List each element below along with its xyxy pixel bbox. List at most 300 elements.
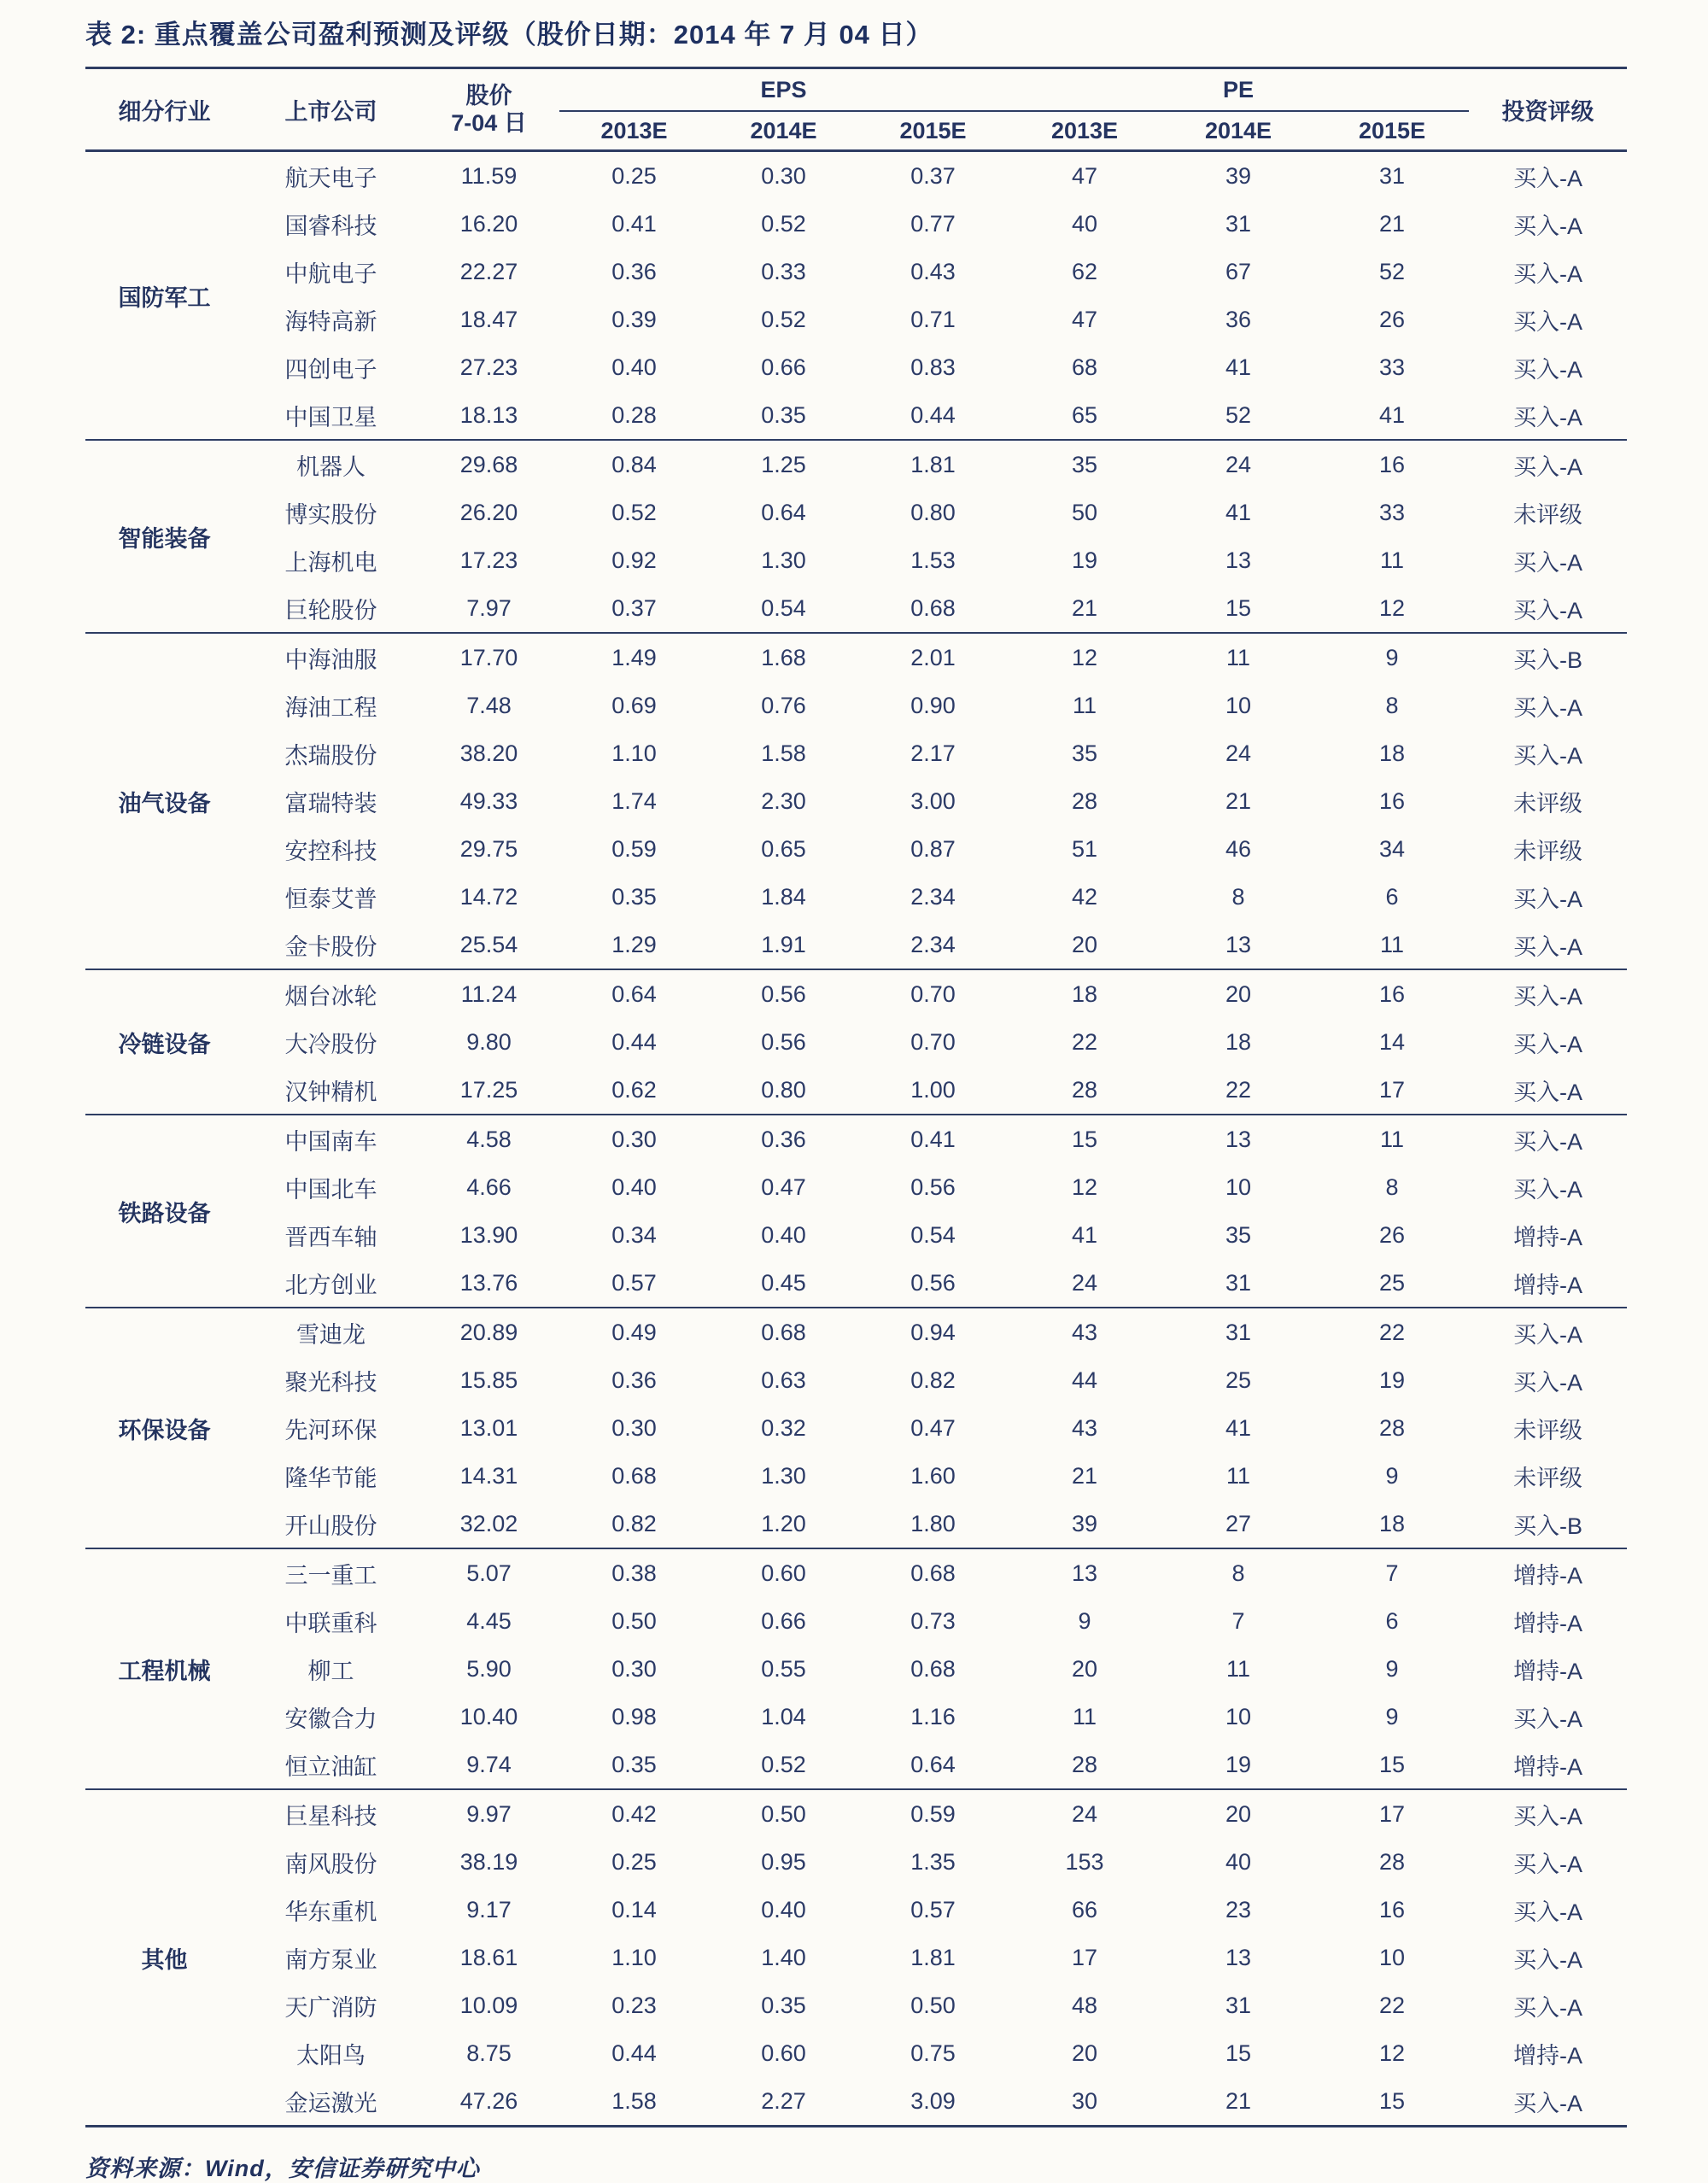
eps-2013e-value: 0.37 [611,594,657,621]
col-header-rating: 投资评级 [1501,98,1594,125]
pe-2015e-value: 17 [1315,1789,1469,1838]
pe-2014e-value: 10 [1225,692,1252,718]
pe-2013e-value: 20 [1072,2040,1098,2066]
rating-value: 买入-A [1513,1899,1583,1925]
pe-2015e-value: 17 [1379,1076,1406,1103]
company-name: 博实股份 [284,501,377,528]
eps-2015e-value: 0.50 [910,1992,956,2018]
rating-value: 增持-A [1513,2042,1583,2069]
eps-2015e-value: 0.56 [910,1173,956,1200]
table-row [85,248,1627,296]
eps-2015e-value: 1.60 [910,1462,956,1489]
rating-value: 买入-A [1469,1308,1627,1356]
subheader-eps-2015e: 2015E [899,117,967,143]
table-header [85,68,1627,151]
company-name: 机器人 [243,440,418,489]
price-label-line1: 股价 [465,83,512,108]
subheader-eps-2014e: 2014E [750,117,817,143]
rating-value: 买入-B [1513,1513,1583,1539]
rating-value: 买入-A [1513,356,1583,383]
pe-2015e-value: 22 [1379,1992,1406,2018]
pe-2014e-value: 18 [1225,1028,1252,1055]
eps-2013e-value: 0.82 [611,1510,657,1536]
pe-2014e-value: 35 [1225,1221,1252,1248]
pe-2013e-value: 20 [1072,931,1098,957]
pe-2014e-value: 22 [1225,1076,1252,1103]
pe-2014e-value: 41 [1225,499,1252,525]
eps-2015e-value: 0.71 [910,306,956,332]
rating-value: 增持-A [1469,1548,1627,1597]
company-name: 先河环保 [284,1417,377,1443]
table-row [85,489,1627,536]
price-value: 9.80 [466,1028,512,1055]
price-value: 9.74 [466,1751,512,1777]
eps-2013e-value: 0.84 [559,440,709,489]
rating-value: 买入-A [1513,1706,1583,1732]
price-value: 14.72 [459,883,518,910]
pe-2015e-value: 33 [1379,354,1406,380]
eps-2015e-value: 0.54 [910,1221,956,1248]
eps-2013e-value: 0.57 [611,1269,657,1296]
pe-2015e-value: 26 [1379,306,1406,332]
eps-2013e-value: 0.50 [611,1607,657,1634]
eps-2015e-value: 0.70 [858,969,1008,1018]
eps-2013e-value: 0.28 [611,401,657,428]
eps-2014e-value: 0.55 [761,1655,806,1682]
subheader-eps-2013e: 2013E [600,117,668,143]
pe-2013e-value: 43 [1072,1414,1098,1441]
rating-value: 买入-A [1513,1994,1583,2021]
price-label-line2: 7-04 日 [451,110,527,136]
eps-2015e-value: 2.34 [910,883,956,910]
eps-2015e-value: 0.94 [858,1308,1008,1356]
pe-2014e-value: 10 [1225,1173,1252,1200]
table-row [85,1452,1627,1500]
pe-2015e-value: 10 [1379,1944,1406,1970]
price-value: 20.89 [418,1308,559,1356]
price-value: 11.59 [418,151,559,201]
price-value: 15.85 [459,1367,518,1393]
eps-2013e-value: 0.49 [559,1308,709,1356]
pe-2014e-value: 15 [1225,2040,1252,2066]
pe-2014e-value: 41 [1225,354,1252,380]
pe-2014e-value: 21 [1225,787,1252,814]
company-name: 中国南车 [243,1115,418,1163]
pe-2013e-value: 19 [1072,547,1098,573]
pe-2015e-value: 15 [1379,2087,1406,2114]
pe-2015e-value: 7 [1315,1548,1469,1597]
rating-value: 买入-A [1469,151,1627,201]
eps-2014e-value: 0.47 [761,1173,806,1200]
company-name: 北方创业 [284,1272,377,1298]
eps-2013e-value: 0.30 [611,1414,657,1441]
pe-2015e-value: 26 [1379,1221,1406,1248]
pe-2013e-value: 47 [1072,306,1098,332]
rating-value: 买入-A [1513,308,1583,335]
rating-value: 未评级 [1513,501,1583,528]
pe-2013e-value: 65 [1072,401,1098,428]
eps-2013e-value: 1.10 [611,740,657,766]
pe-2015e-value: 16 [1379,1896,1406,1923]
table-row [85,1211,1627,1259]
pe-2013e-value: 44 [1072,1367,1098,1393]
eps-2013e-value: 1.10 [611,1944,657,1970]
table-row [85,1838,1627,1886]
pe-2014e-value: 31 [1161,1308,1315,1356]
eps-2013e-value: 0.41 [611,210,657,237]
eps-2015e-value: 0.80 [910,499,956,525]
pe-2014e-value: 13 [1225,547,1252,573]
pe-2013e-value: 41 [1072,1221,1098,1248]
rating-value: 买入-A [1513,694,1583,721]
eps-2014e-value: 1.30 [761,547,806,573]
eps-2013e-value: 0.25 [611,1848,657,1875]
table-row [85,1597,1627,1645]
eps-2015e-value: 1.53 [910,547,956,573]
price-value: 27.23 [459,354,518,380]
eps-2013e-value: 0.44 [611,1028,657,1055]
eps-2015e-value: 0.68 [910,1655,956,1682]
table-row [85,921,1627,969]
pe-2013e-value: 13 [1008,1548,1161,1597]
eps-2013e-value: 1.58 [611,2087,657,2114]
pe-2014e-value: 7 [1231,1607,1245,1634]
eps-2013e-value: 0.14 [611,1896,657,1923]
pe-2013e-value: 18 [1008,969,1161,1018]
price-value: 13.76 [459,1269,518,1296]
table-row [85,633,1627,682]
eps-2015e-value: 0.47 [910,1414,956,1441]
col-header-industry: 细分行业 [118,98,211,125]
company-name: 晋西车轴 [284,1224,377,1250]
eps-2015e-value: 2.34 [910,931,956,957]
pe-2015e-value: 6 [1385,1607,1399,1634]
eps-2015e-value: 0.64 [910,1751,956,1777]
eps-2013e-value: 0.36 [611,1367,657,1393]
rating-value: 买入-B [1469,633,1627,682]
table-body [85,151,1627,2127]
company-name: 中海油服 [243,633,418,682]
pe-2015e-value: 28 [1379,1848,1406,1875]
pe-2015e-value: 31 [1315,151,1469,201]
eps-2015e-value: 2.01 [858,633,1008,682]
eps-2014e-value: 0.40 [761,1221,806,1248]
pe-2013e-value: 39 [1072,1510,1098,1536]
eps-2013e-value: 0.30 [559,1115,709,1163]
company-name: 隆华节能 [284,1465,377,1491]
pe-2014e-value: 23 [1225,1896,1252,1923]
pe-2013e-value: 42 [1072,883,1098,910]
eps-2014e-value: 0.32 [761,1414,806,1441]
company-name: 海油工程 [284,694,377,721]
price-value: 22.27 [459,258,518,284]
eps-2013e-value: 0.36 [611,258,657,284]
eps-2014e-value: 0.60 [709,1548,858,1597]
price-value: 16.20 [459,210,518,237]
rating-value: 买入-A [1513,1176,1583,1203]
pe-2015e-value: 12 [1379,2040,1406,2066]
eps-2014e-value: 0.52 [761,1751,806,1777]
industry-label: 其他 [85,1789,243,2127]
eps-2013e-value: 0.98 [611,1703,657,1729]
eps-2014e-value: 0.80 [761,1076,806,1103]
eps-2015e-value: 1.16 [910,1703,956,1729]
company-name: 巨星科技 [243,1789,418,1838]
pe-2013e-value: 35 [1072,740,1098,766]
price-value: 7.97 [466,594,512,621]
pe-2013e-value: 24 [1072,1269,1098,1296]
pe-2015e-value: 9 [1385,1703,1399,1729]
table-row [85,1934,1627,1981]
rating-value: 买入-A [1513,1946,1583,1973]
col-header-company: 上市公司 [284,98,377,125]
eps-2015e-value: 0.77 [910,210,956,237]
eps-2014e-value: 0.35 [761,1992,806,2018]
pe-2014e-value: 24 [1161,440,1315,489]
pe-2015e-value: 21 [1379,210,1406,237]
table-row [85,1645,1627,1693]
price-value: 9.17 [466,1896,512,1923]
price-value: 7.48 [466,692,512,718]
eps-2013e-value: 1.74 [611,787,657,814]
company-name: 大冷股份 [284,1031,377,1057]
eps-2013e-value: 0.92 [611,547,657,573]
eps-2015e-value: 0.68 [858,1548,1008,1597]
price-value: 13.90 [459,1221,518,1248]
company-name: 四创电子 [284,356,377,383]
eps-2015e-value: 3.00 [910,787,956,814]
pe-2014e-value: 52 [1225,401,1252,428]
pe-2015e-value: 15 [1379,1751,1406,1777]
table-row [85,1066,1627,1115]
eps-2015e-value: 0.82 [910,1367,956,1393]
eps-2014e-value: 2.27 [761,2087,806,2114]
eps-2014e-value: 0.36 [709,1115,858,1163]
eps-2014e-value: 1.91 [761,931,806,957]
pe-2014e-value: 20 [1161,969,1315,1018]
subheader-pe-2015e: 2015E [1359,117,1426,143]
company-name: 太阳鸟 [296,2042,366,2069]
eps-2013e-value: 0.64 [559,969,709,1018]
eps-2014e-value: 1.40 [761,1944,806,1970]
pe-2015e-value: 25 [1379,1269,1406,1296]
rating-value: 未评级 [1513,838,1583,864]
industry-label: 国防军工 [85,151,243,441]
eps-2013e-value: 0.25 [559,151,709,201]
company-name: 中国北车 [284,1176,377,1203]
eps-2015e-value: 0.73 [910,1607,956,1634]
table-row [85,2029,1627,2077]
eps-2015e-value: 0.87 [910,835,956,862]
rating-value: 买入-A [1469,1789,1627,1838]
subheader-pe-2014e: 2014E [1204,117,1272,143]
eps-2015e-value: 2.17 [910,740,956,766]
eps-2014e-value: 0.54 [761,594,806,621]
rating-value: 增持-A [1513,1753,1583,1780]
rating-value: 增持-A [1513,1658,1583,1684]
eps-2014e-value: 0.56 [761,1028,806,1055]
pe-2013e-value: 28 [1072,1751,1098,1777]
eps-2014e-value: 0.33 [761,258,806,284]
rating-value: 买入-A [1513,1031,1583,1057]
industry-label: 环保设备 [85,1308,243,1548]
pe-2015e-value: 8 [1385,692,1399,718]
table-row [85,440,1627,489]
eps-2015e-value: 0.57 [910,1896,956,1923]
price-value: 10.09 [459,1992,518,2018]
eps-2013e-value: 1.49 [559,633,709,682]
price-value: 29.75 [459,835,518,862]
pe-2015e-value: 11 [1380,931,1405,957]
pe-2014e-value: 41 [1225,1414,1252,1441]
pe-2013e-value: 51 [1072,835,1098,862]
company-name: 杰瑞股份 [284,742,377,769]
pe-2013e-value: 12 [1072,1173,1098,1200]
industry-label: 工程机械 [85,1548,243,1789]
eps-2014e-value: 0.66 [761,354,806,380]
pe-2013e-value: 62 [1072,258,1098,284]
pe-2013e-value: 35 [1008,440,1161,489]
pe-2015e-value: 33 [1379,499,1406,525]
table-row [85,1500,1627,1548]
price-value: 49.33 [459,787,518,814]
table-row [85,1789,1627,1838]
pe-2013e-value: 28 [1072,1076,1098,1103]
eps-2014e-value: 0.45 [761,1269,806,1296]
col-header-price [418,68,559,151]
pe-2015e-value: 16 [1379,787,1406,814]
pe-2013e-value: 11 [1073,1703,1097,1729]
eps-2014e-value: 1.58 [761,740,806,766]
table-title: 表 2: 重点覆盖公司盈利预测及评级（股价日期：2014 年 7 月 04 日） [85,20,933,50]
rating-value: 买入-A [1469,969,1627,1018]
price-value: 8.75 [466,2040,512,2066]
eps-2015e-value: 1.80 [910,1510,956,1536]
price-value: 4.66 [466,1173,512,1200]
pe-2015e-value: 19 [1379,1367,1406,1393]
table-row [85,1886,1627,1934]
pe-2015e-value: 52 [1379,258,1406,284]
pe-2015e-value: 22 [1315,1308,1469,1356]
eps-2015e-value: 0.56 [910,1269,956,1296]
company-name: 南方泵业 [284,1946,377,1973]
eps-2013e-value: 0.35 [611,1751,657,1777]
table-row [85,1115,1627,1163]
rating-value: 买入-A [1513,549,1583,576]
eps-2015e-value: 3.09 [910,2087,956,2114]
pe-2015e-value: 9 [1385,1462,1399,1489]
table-row [85,1163,1627,1211]
table-row [85,1741,1627,1789]
eps-2014e-value: 1.20 [761,1510,806,1536]
price-value: 29.68 [418,440,559,489]
price-value: 32.02 [459,1510,518,1536]
eps-2013e-value: 0.69 [611,692,657,718]
eps-2014e-value: 0.95 [761,1848,806,1875]
table-row [85,1308,1627,1356]
pe-2013e-value: 47 [1008,151,1161,201]
pe-2015e-value: 18 [1379,740,1406,766]
price-value: 17.25 [459,1076,518,1103]
eps-2015e-value: 0.68 [910,594,956,621]
pe-2014e-value: 20 [1161,1789,1315,1838]
company-name: 国睿科技 [284,213,377,239]
rating-value: 买入-A [1513,742,1583,769]
price-value: 38.19 [459,1848,518,1875]
company-name: 航天电子 [243,151,418,201]
rating-value: 买入-A [1513,1851,1583,1877]
eps-2014e-value: 0.60 [761,2040,806,2066]
table-row [85,729,1627,777]
pe-2013e-value: 66 [1072,1896,1098,1923]
company-name: 上海机电 [284,549,377,576]
pe-2014e-value: 8 [1231,883,1245,910]
rating-value: 未评级 [1513,1417,1583,1443]
pe-2015e-value: 16 [1315,969,1469,1018]
pe-2014e-value: 24 [1225,740,1252,766]
eps-2014e-value: 1.30 [761,1462,806,1489]
rating-value: 增持-A [1513,1272,1583,1298]
rating-value: 买入-A [1513,886,1583,912]
pe-2014e-value: 11 [1226,1655,1251,1682]
eps-2013e-value: 0.39 [611,306,657,332]
table-row [85,296,1627,343]
eps-2014e-value: 0.66 [761,1607,806,1634]
company-name: 恒立油缸 [284,1753,377,1780]
eps-2013e-value: 0.52 [611,499,657,525]
company-name: 开山股份 [284,1513,377,1539]
forecast-table [85,67,1627,2127]
pe-2014e-value: 11 [1226,1462,1251,1489]
eps-2013e-value: 0.34 [611,1221,657,1248]
pe-2015e-value: 41 [1379,401,1406,428]
pe-2013e-value: 17 [1072,1944,1098,1970]
eps-2014e-value: 0.35 [761,401,806,428]
eps-2014e-value: 0.52 [761,306,806,332]
pe-2015e-value: 28 [1379,1414,1406,1441]
eps-2014e-value: 1.25 [709,440,858,489]
eps-2014e-value: 0.40 [761,1896,806,1923]
company-name: 富瑞特装 [284,790,377,816]
table-row [85,1356,1627,1404]
eps-2014e-value: 0.68 [709,1308,858,1356]
pe-2013e-value: 15 [1008,1115,1161,1163]
eps-2015e-value: 0.90 [910,692,956,718]
company-name: 三一重工 [243,1548,418,1597]
eps-2014e-value: 0.76 [761,692,806,718]
price-value: 17.23 [459,547,518,573]
table-row [85,825,1627,873]
eps-2015e-value: 0.75 [910,2040,956,2066]
pe-2013e-value: 22 [1072,1028,1098,1055]
rating-value: 买入-A [1513,597,1583,623]
table-row [85,1693,1627,1741]
table-row [85,2077,1627,2127]
source-note: 资料来源：Wind，安信证券研究中心 [85,2156,480,2181]
company-name: 恒泰艾普 [284,886,377,912]
pe-2015e-value: 16 [1315,440,1469,489]
eps-2014e-value: 1.68 [709,633,858,682]
pe-2014e-value: 46 [1225,835,1252,862]
table-row [85,343,1627,391]
eps-2014e-value: 0.64 [761,499,806,525]
pe-2013e-value: 11 [1073,692,1097,718]
company-name: 金卡股份 [284,933,377,960]
subheader-pe-2013e: 2013E [1050,117,1119,143]
eps-2014e-value: 0.52 [761,210,806,237]
col-header-pe: PE [1008,68,1469,112]
rating-value: 未评级 [1513,790,1583,816]
